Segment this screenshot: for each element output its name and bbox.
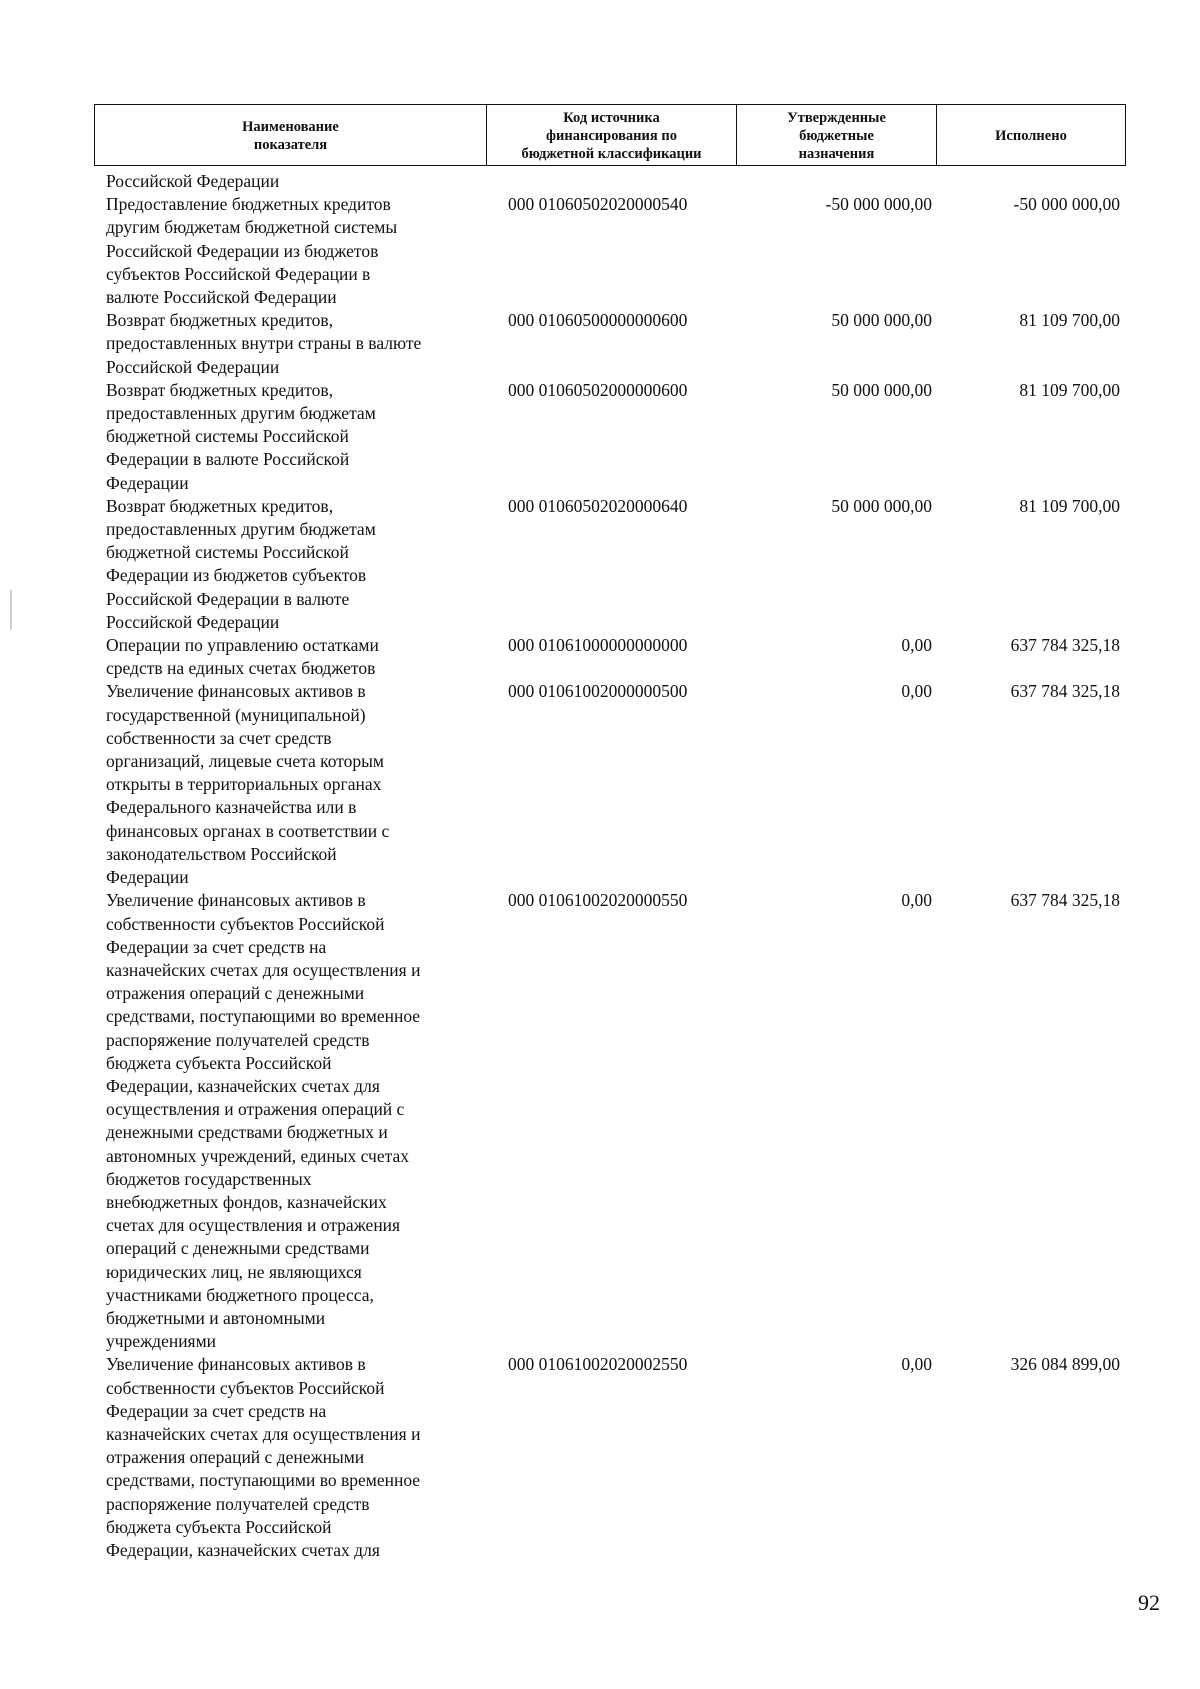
row-code: 000 01060500000000600 <box>508 310 688 331</box>
row-code: 000 01061002020000550 <box>508 890 688 911</box>
row-name: Российской Федерации <box>106 171 280 191</box>
row-code: 000 01060502000000600 <box>508 379 688 400</box>
header-code: Код источника финансирования по бюджетной классификации <box>487 105 737 165</box>
table-row <box>0 889 1200 1353</box>
row-exec: -50 000 000,00 <box>1013 194 1120 215</box>
row-name: Увеличение финансовых активов в собственности субъектов Российской Федерации за счет средств на казначейских счетах для осуществления и отражения операций с денежными средствами, поступающими во временное распоряжение получателей средств бюджета субъекта Российской Федерации, казначейских счетах для осуществления и отражения операций с денежными средствами бюджетных и автономных учреждений, единых счетах бюджетов государственных внебюджетных фондов, казначейских счетах для осуществления и отражения операций с денежными средствами юридических лиц, не являющихся участниками бюджетного процесса, бюджетными и автономными учреждениями <box>106 890 421 1352</box>
row-name: Возврат бюджетных кредитов, предоставленных другим бюджетам бюджетной системы Российской Федерации в валюте Российской Федерации <box>106 379 376 493</box>
row-code: 000 01060502020000540 <box>508 194 688 215</box>
row-plan: 0,00 <box>901 635 932 656</box>
table-row <box>0 193 1200 309</box>
row-exec: 81 109 700,00 <box>1019 495 1120 516</box>
table-row <box>0 1353 1200 1562</box>
header-plan: Утвержденные бюджетные назначения <box>737 105 937 165</box>
row-name: Возврат бюджетных кредитов, предоставленных другим бюджетам бюджетной системы Российской Федерации из бюджетов субъектов Российской Федерации в валюте Российской Федерации <box>106 495 376 632</box>
row-exec: 81 109 700,00 <box>1019 310 1120 331</box>
table-row <box>0 309 1200 379</box>
row-name: Увеличение финансовых активов в государственной (муниципальной) собственности за счет средств организаций, лицевые счета которым открыты в территориальных органах Федерального казначейства или в финансовых органах в соответствии с законодательством Российской Федерации <box>106 681 390 888</box>
table-row <box>0 170 1200 193</box>
row-plan: 0,00 <box>901 681 932 702</box>
table-row <box>0 495 1200 634</box>
row-plan: -50 000 000,00 <box>825 194 932 215</box>
row-name: Возврат бюджетных кредитов, предоставленных внутри страны в валюте Российской Федерации <box>106 310 422 377</box>
row-code: 000 01061002020002550 <box>508 1354 688 1375</box>
row-code: 000 01061000000000000 <box>508 635 688 656</box>
row-code: 000 01061002000000500 <box>508 681 688 702</box>
table-row <box>0 634 1200 680</box>
row-code: 000 01060502020000640 <box>508 495 688 516</box>
row-exec: 637 784 325,18 <box>1010 890 1120 911</box>
page-number: 92 <box>1138 1590 1160 1615</box>
header-name: Наименование показателя <box>95 105 487 165</box>
table-row <box>0 379 1200 495</box>
row-exec: 637 784 325,18 <box>1010 635 1120 656</box>
row-plan: 0,00 <box>901 890 932 911</box>
row-exec: 326 084 899,00 <box>1010 1354 1120 1375</box>
row-plan: 50 000 000,00 <box>831 379 932 400</box>
row-plan: 50 000 000,00 <box>831 310 932 331</box>
row-name: Операции по управлению остатками средств на единых счетах бюджетов <box>106 635 379 679</box>
row-name: Предоставление бюджетных кредитов другим бюджетам бюджетной системы Российской Федерации из бюджетов субъектов Российской Федерации в валюте Российской Федерации <box>106 194 398 308</box>
row-exec: 637 784 325,18 <box>1010 681 1120 702</box>
table-row <box>0 680 1200 889</box>
row-name: Увеличение финансовых активов в собственности субъектов Российской Федерации за счет средств на казначейских счетах для осуществления и отражения операций с денежными средствами, поступающими во временное распоряжение получателей средств бюджета субъекта Российской Федерации, казначейских счетах для <box>106 1354 421 1560</box>
header-exec: Исполнено <box>995 128 1067 144</box>
row-plan: 50 000 000,00 <box>831 495 932 516</box>
row-exec: 81 109 700,00 <box>1019 379 1120 400</box>
table-header <box>94 104 1126 166</box>
row-plan: 0,00 <box>901 1354 932 1375</box>
table-body <box>0 170 1200 1562</box>
